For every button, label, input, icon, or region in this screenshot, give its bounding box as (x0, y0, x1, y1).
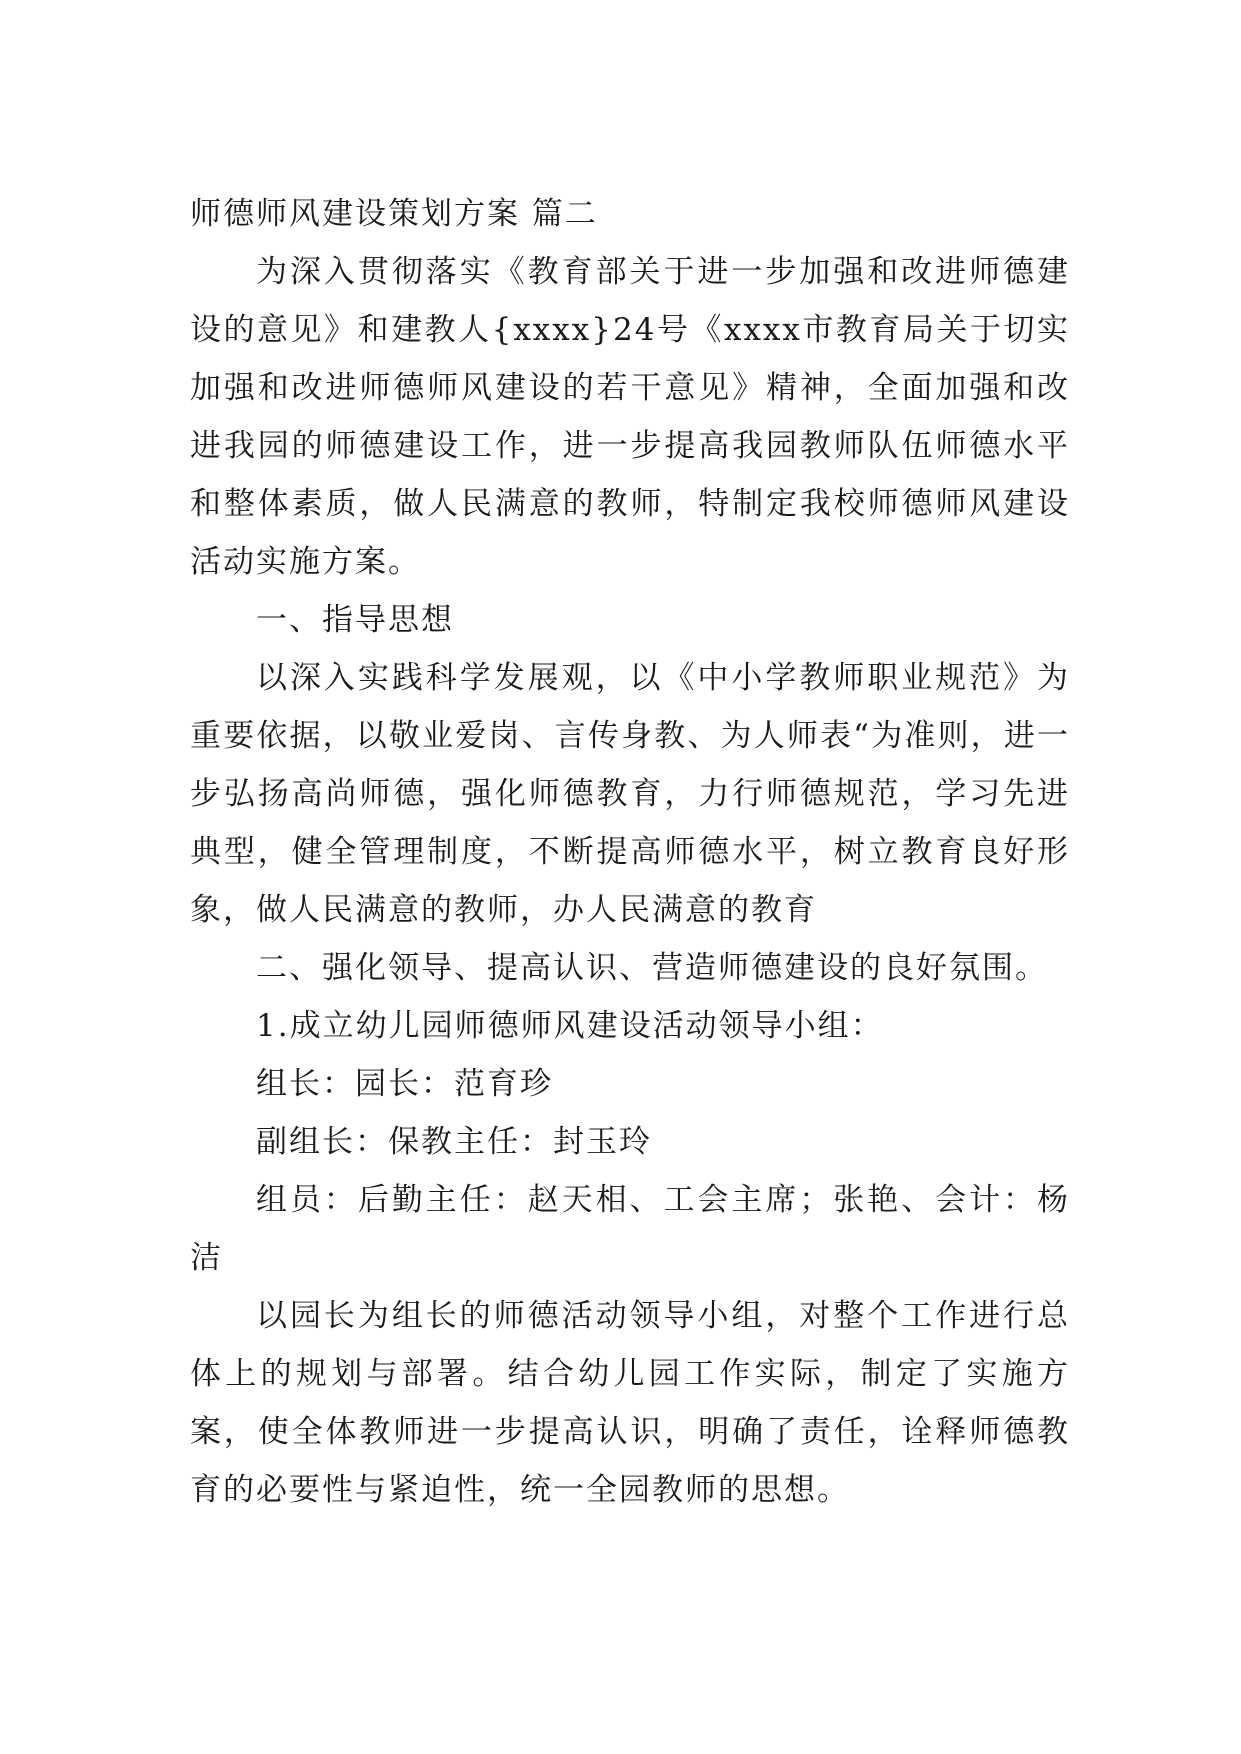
document-page (190, 185, 1070, 1519)
paragraph-leadership-summary: 以园长为组长的师德活动领导小组，对整个工作进行总体上的规划与部署。结合幼儿园工作实际，制定了实施方案，使全体教师进一步提高认识，明确了责任，诠释师德教育的必要性与紧迫性，统一全园教师的思想。 (190, 1298, 1070, 1508)
group-members: 组员：后勤主任：赵天相、工会主席；张艳、会计：杨洁 (190, 1182, 1070, 1276)
paragraph-guiding-ideology: 以深入实践科学发展观，以《中小学教师职业规范》为重要依据，以敬业爱岗、言传身教、为人师表“为准则，进一步弘扬高尚师德，强化师德教育，力行师德规范，学习先进典型，健全管理制度，不断提高师德水平，树立教育良好形象，做人民满意的教师，办人民满意的教育 (190, 660, 1070, 928)
document-title: 师德师风建设策划方案 篇二 (190, 196, 598, 232)
group-deputy-leader: 副组长：保教主任：封玉玲 (256, 1124, 652, 1160)
section-heading-guiding-ideology: 一、指导思想 (256, 602, 454, 638)
list-item-leading-group: 1.成立幼儿园师德师风建设活动领导小组： (256, 1008, 884, 1044)
paragraph-intro: 为深入贯彻落实《教育部关于进一步加强和改进师德建设的意见》和建教人{xxxx}24号《xxxx市教育局关于切实加强和改进师德师风建设的若干意见》精神，全面加强和改进我园的师德建设工作，进一步提高我园教师队伍师德水平和整体素质，做人民满意的教师，特制定我校师德师风建设活动实施方案。 (190, 254, 1070, 580)
section-heading-leadership: 二、强化领导、提高认识、营造师德建设的良好氛围。 (256, 950, 1048, 986)
group-leader: 组长：园长：范育珍 (256, 1066, 553, 1102)
